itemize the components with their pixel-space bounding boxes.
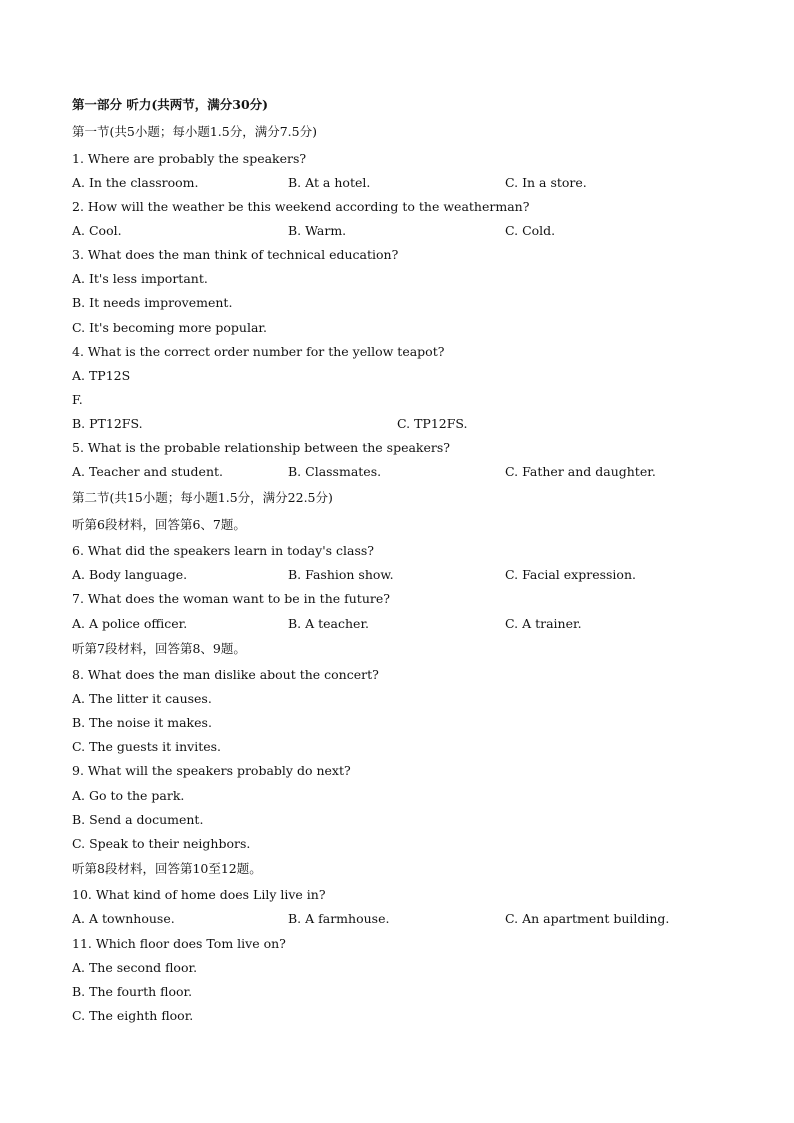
option-a: A. A townhouse.	[72, 911, 175, 926]
instruction-8-9: 听第7段材料，回答第8、9题。	[72, 641, 246, 656]
option-c: C. In a store.	[505, 175, 587, 190]
question-8-option-c: C. The guests it invites.	[72, 739, 222, 754]
instruction-10-12: 听第8段材料，回答第10至12题。	[72, 861, 262, 876]
option-a: A. A police officer.	[72, 616, 188, 631]
option-b: B. Classmates.	[288, 464, 382, 479]
option-b: B. At a hotel.	[288, 175, 371, 190]
question-5-stem: 5. What is the probable relationship between the speakers?	[72, 440, 450, 455]
question-3-option-c: C. It's becoming more popular.	[72, 320, 267, 335]
question-4-option-a: A. TP12S	[72, 368, 131, 383]
option-c: C. An apartment building.	[505, 911, 670, 926]
option-a: A. Body language.	[72, 567, 188, 582]
option-b: B. PT12FS.	[72, 416, 143, 431]
question-4-stem: 4. What is the correct order number for the yellow teapot?	[72, 344, 445, 359]
question-9-option-c: C. Speak to their neighbors.	[72, 836, 251, 851]
question-3-option-a: A. It's less important.	[72, 271, 208, 286]
question-10-options	[72, 911, 722, 927]
option-a: A. Cool.	[72, 223, 122, 238]
question-8-option-a: A. The litter it causes.	[72, 691, 212, 706]
option-c: C. Father and daughter.	[505, 464, 656, 479]
question-4-option-a-continued: F.	[72, 392, 83, 407]
question-11-option-a: A. The second floor.	[72, 960, 198, 975]
question-3-option-b: B. It needs improvement.	[72, 295, 233, 310]
question-9-option-b: B. Send a document.	[72, 812, 204, 827]
option-b: B. Fashion show.	[288, 567, 394, 582]
question-8-stem: 8. What does the man dislike about the concert?	[72, 667, 379, 682]
option-a: A. Teacher and student.	[72, 464, 224, 479]
option-b: B. A teacher.	[288, 616, 370, 631]
question-8-option-b: B. The noise it makes.	[72, 715, 212, 730]
question-6-options	[72, 567, 722, 583]
option-a: A. In the classroom.	[72, 175, 199, 190]
question-11-option-b: B. The fourth floor.	[72, 984, 193, 999]
option-c: C. TP12FS.	[397, 416, 468, 431]
section2-title: 第二节(共15小题；每小题1.5分，满分22.5分)	[72, 490, 333, 505]
question-4-options	[72, 416, 722, 432]
question-7-options	[72, 616, 722, 632]
option-c: C. Facial expression.	[505, 567, 636, 582]
question-2-stem: 2. How will the weather be this weekend according to the weatherman?	[72, 199, 530, 214]
question-6-stem: 6. What did the speakers learn in today's class?	[72, 543, 375, 558]
option-b: B. A farmhouse.	[288, 911, 390, 926]
question-5-options	[72, 464, 722, 480]
question-7-stem: 7. What does the woman want to be in the future?	[72, 591, 390, 606]
question-1-options	[72, 175, 722, 191]
question-3-stem: 3. What does the man think of technical education?	[72, 247, 399, 262]
question-1-stem: 1. Where are probably the speakers?	[72, 151, 307, 166]
option-c: C. Cold.	[505, 223, 556, 238]
question-9-option-a: A. Go to the park.	[72, 788, 185, 803]
instruction-6-7: 听第6段材料，回答第6、7题。	[72, 517, 246, 532]
question-10-stem: 10. What kind of home does Lily live in?	[72, 887, 326, 902]
question-2-options	[72, 223, 722, 239]
question-11-stem: 11. Which floor does Tom live on?	[72, 936, 286, 951]
part-title: 第一部分 听力(共两节，满分30分)	[72, 97, 269, 112]
option-c: C. A trainer.	[505, 616, 582, 631]
option-b: B. Warm.	[288, 223, 347, 238]
section1-title: 第一节(共5小题；每小题1.5分，满分7.5分)	[72, 124, 317, 139]
question-9-stem: 9. What will the speakers probably do next?	[72, 763, 351, 778]
question-11-option-c: C. The eighth floor.	[72, 1008, 194, 1023]
